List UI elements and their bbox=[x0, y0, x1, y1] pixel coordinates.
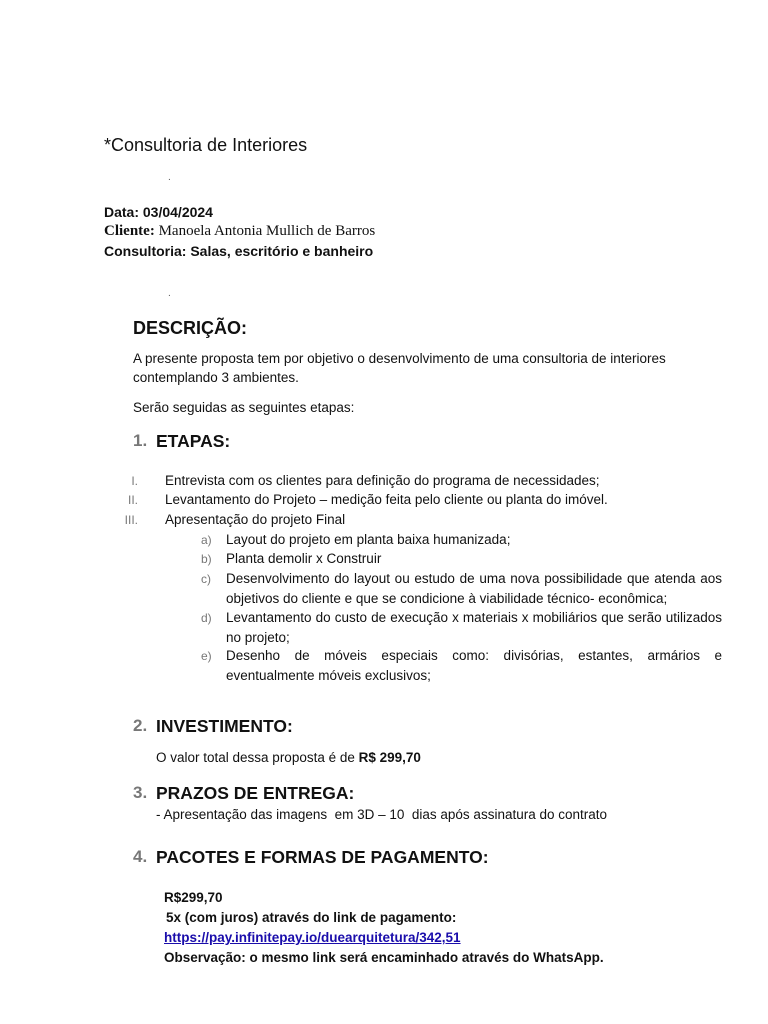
description-line-2: contemplando 3 ambientes. bbox=[133, 370, 299, 385]
package-price: R$299,70 bbox=[164, 890, 223, 905]
section-title-investimento: INVESTIMENTO: bbox=[156, 716, 293, 736]
section-number-1: 1. bbox=[133, 431, 148, 450]
document-title: *Consultoria de Interiores bbox=[104, 135, 308, 155]
sublist-item: Desenvolvimento do layout ou estudo de uma nova possibilidade que atenda aos objetivos do cliente e que se condicione à viabilidade técnico- econômica; bbox=[226, 571, 722, 606]
section-number-3: 3. bbox=[133, 783, 148, 802]
consultoria-line: Consultoria: Salas, escritório e banheiro bbox=[104, 243, 374, 259]
date-line: Data: 03/04/2024 bbox=[104, 204, 213, 220]
client-name: Manoela Antonia Mullich de Barros bbox=[154, 223, 376, 239]
description-line-1: A presente proposta tem por objetivo o desenvolvimento de uma consultoria de interiores bbox=[133, 351, 666, 366]
payment-note: Observação: o mesmo link será encaminhado através do WhatsApp. bbox=[164, 950, 604, 965]
section-title-prazos: PRAZOS DE ENTREGA: bbox=[156, 783, 355, 803]
list-item: Levantamento do Projeto – medição feita pelo cliente ou planta do imóvel. bbox=[165, 492, 608, 507]
sublist-marker: b) bbox=[201, 552, 212, 566]
investimento-label: O valor total dessa proposta é de bbox=[156, 750, 359, 765]
sublist-item: Levantamento do custo de execução x materiais x mobiliários que serão utilizados no projeto; bbox=[226, 610, 722, 645]
description-heading: DESCRIÇÃO: bbox=[133, 318, 248, 338]
investimento-text bbox=[156, 750, 421, 765]
investimento-value: R$ 299,70 bbox=[358, 750, 421, 765]
client-label: Cliente: bbox=[104, 223, 155, 239]
sublist-marker: c) bbox=[201, 572, 211, 586]
client-line bbox=[104, 223, 375, 240]
sublist-marker: e) bbox=[201, 649, 212, 663]
separator-dot: . bbox=[168, 172, 171, 183]
sublist-marker: a) bbox=[201, 533, 212, 547]
prazos-text: - Apresentação das imagens em 3D – 10 dias após assinatura do contrato bbox=[156, 807, 608, 822]
sublist-item: Planta demolir x Construir bbox=[226, 551, 382, 566]
sublist-item: Desenho de móveis especiais como: divisórias, estantes, armários e eventualmente móveis exclusivos; bbox=[226, 648, 722, 683]
list-marker: III. bbox=[124, 513, 138, 527]
sublist-marker: d) bbox=[201, 611, 212, 625]
section-title-etapas: ETAPAS: bbox=[156, 431, 231, 451]
list-marker: I. bbox=[131, 474, 138, 488]
section-title-pagamento: PACOTES E FORMAS DE PAGAMENTO: bbox=[156, 847, 489, 867]
separator-dot-2: . bbox=[168, 288, 171, 299]
section-number-2: 2. bbox=[133, 716, 148, 735]
list-marker: II. bbox=[127, 493, 138, 507]
installments-text: 5x (com juros) através do link de pagamento: bbox=[166, 910, 457, 925]
section-number-4: 4. bbox=[133, 847, 148, 866]
list-item: Entrevista com os clientes para definição do programa de necessidades; bbox=[165, 473, 600, 488]
list-item: Apresentação do projeto Final bbox=[165, 512, 346, 527]
payment-link[interactable]: https://pay.infinitepay.io/duearquitetura/342,51 bbox=[164, 930, 461, 945]
description-line-3: Serão seguidas as seguintes etapas: bbox=[133, 400, 355, 415]
sublist-item: Layout do projeto em planta baixa humanizada; bbox=[226, 532, 511, 547]
